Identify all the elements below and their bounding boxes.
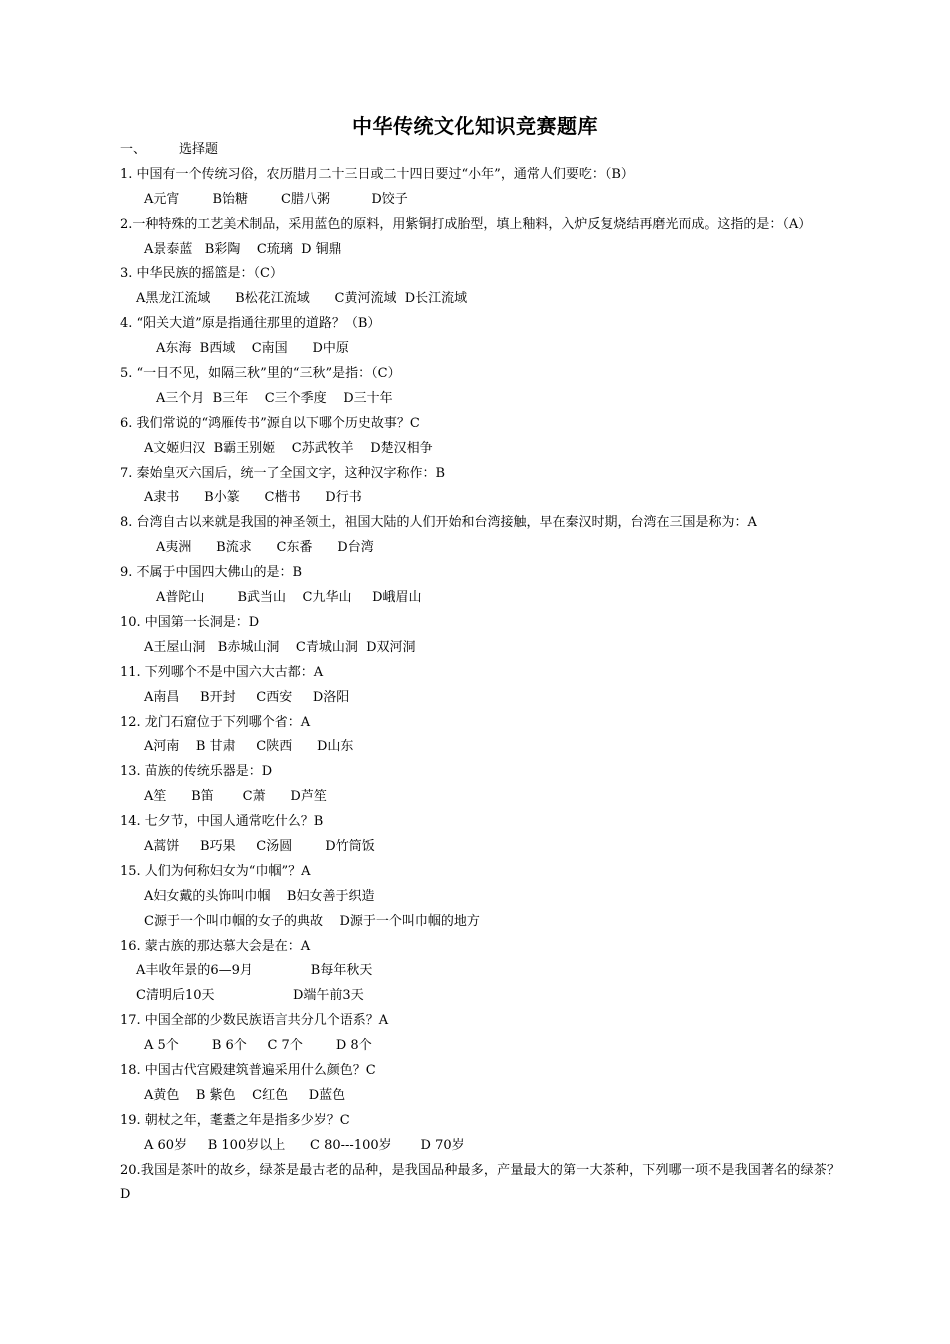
answer-options: A丰收年景的6—9月 B每年秋天	[136, 963, 373, 979]
question-text: 2.一种特殊的工艺美术制品，采用蓝色的原料，用紫铜打成胎型，填上釉料，入炉反复烧结再磨光而成。这指的是：（A）	[120, 216, 812, 232]
answer-options: A普陀山 B武当山 C九华山 D峨眉山	[156, 590, 422, 606]
question-text: 18. 中国古代宫殿建筑普遍采用什么颜色？C	[120, 1062, 376, 1078]
question-text: 15. 人们为何称妇女为“巾帼”？A	[120, 863, 311, 879]
answer-options: A景泰蓝 B彩陶 C琉璃 D 铜鼎	[144, 241, 342, 257]
question-text: 4. “阳关大道”原是指通往那里的道路？（B）	[120, 316, 381, 332]
answer-options: A河南 B 甘肃 C陕西 D山东	[144, 739, 354, 755]
question-text: 12. 龙门石窟位于下列哪个省：A	[120, 714, 311, 730]
document-title: 中华传统文化知识竞赛题库	[352, 114, 598, 138]
answer-options: A黄色 B 紫色 C红色 D蓝色	[144, 1087, 346, 1103]
answer-options: A隶书 B小篆 C楷书 D行书	[144, 490, 362, 506]
question-text: 3. 中华民族的摇篮是：（C）	[120, 266, 283, 282]
answer-options: A蒿饼 B巧果 C汤圆 D竹筒饭	[144, 838, 375, 854]
question-text: 17. 中国全部的少数民族语言共分几个语系？A	[120, 1013, 389, 1029]
question-text: 8. 台湾自古以来就是我国的神圣领土，祖国大陆的人们开始和台湾接触，早在秦汉时期，台湾在三国是称为：A	[120, 515, 757, 531]
question-text: 13. 苗族的传统乐器是：D	[120, 764, 273, 780]
answer-options: A三个月 B三年 C三个季度 D三十年	[156, 390, 393, 406]
answer-options: A妇女戴的头饰叫巾帼 B妇女善于织造	[144, 888, 375, 904]
question-text: 7. 秦始皇灭六国后，统一了全国文字，这种汉字称作：B	[120, 465, 446, 481]
answer-options: A笙 B笛 C萧 D芦笙	[144, 789, 327, 805]
answer-options: A文姬归汉 B霸王别姬 C苏武牧羊 D楚汉相争	[144, 440, 433, 456]
section-heading: 一、 选择题	[120, 142, 219, 157]
question-text: 11. 下列哪个不是中国六大古都：A	[120, 664, 324, 680]
answer-options: C清明后10天 D端午前3天	[136, 988, 364, 1004]
question-text: 6. 我们常说的“鸿雁传书”源自以下哪个历史故事？C	[120, 415, 420, 431]
answer-options: A黑龙江流域 B松花江流域 C黄河流域 D长江流域	[136, 291, 468, 307]
answer-options: A东海 B西域 C南国 D中原	[156, 341, 349, 357]
question-text: 14. 七夕节，中国人通常吃什么？B	[120, 814, 324, 830]
question-text: 19. 朝杖之年，耄耋之年是指多少岁？C	[120, 1112, 350, 1128]
answer-options: C源于一个叫巾帼的女子的典故 D源于一个叫巾帼的地方	[144, 913, 480, 929]
question-text: 16. 蒙古族的那达慕大会是在：A	[120, 938, 311, 954]
answer-options: A王屋山洞 B赤城山洞 C青城山洞 D双河洞	[144, 639, 416, 655]
answer-options: A 60岁 B 100岁以上 C 80---100岁 D 70岁	[144, 1137, 465, 1153]
question-text: 20.我国是茶叶的故乡，绿茶是最古老的品种，是我国品种最多，产量最大的第一大茶种，下列哪一项不是我国著名的绿茶？D	[120, 1162, 840, 1203]
question-text: 10. 中国第一长洞是：D	[120, 614, 260, 630]
question-text: 9. 不属于中国四大佛山的是：B	[120, 565, 303, 581]
answer-options: A南昌 B开封 C西安 D洛阳	[144, 689, 350, 705]
answer-options: A元宵 B饴糖 C腊八粥 D饺子	[144, 191, 408, 207]
question-text: 5. “一日不见，如隔三秋”里的“三秋”是指：（C）	[120, 366, 401, 382]
question-text: 1. 中国有一个传统习俗，农历腊月二十三日或二十四日要过“小年”，通常人们要吃：（B）	[120, 166, 634, 182]
question-list	[120, 138, 840, 1208]
answer-options: A夷洲 B流求 C东番 D台湾	[156, 540, 374, 556]
answer-options: A 5个 B 6个 C 7个 D 8个	[144, 1038, 372, 1054]
